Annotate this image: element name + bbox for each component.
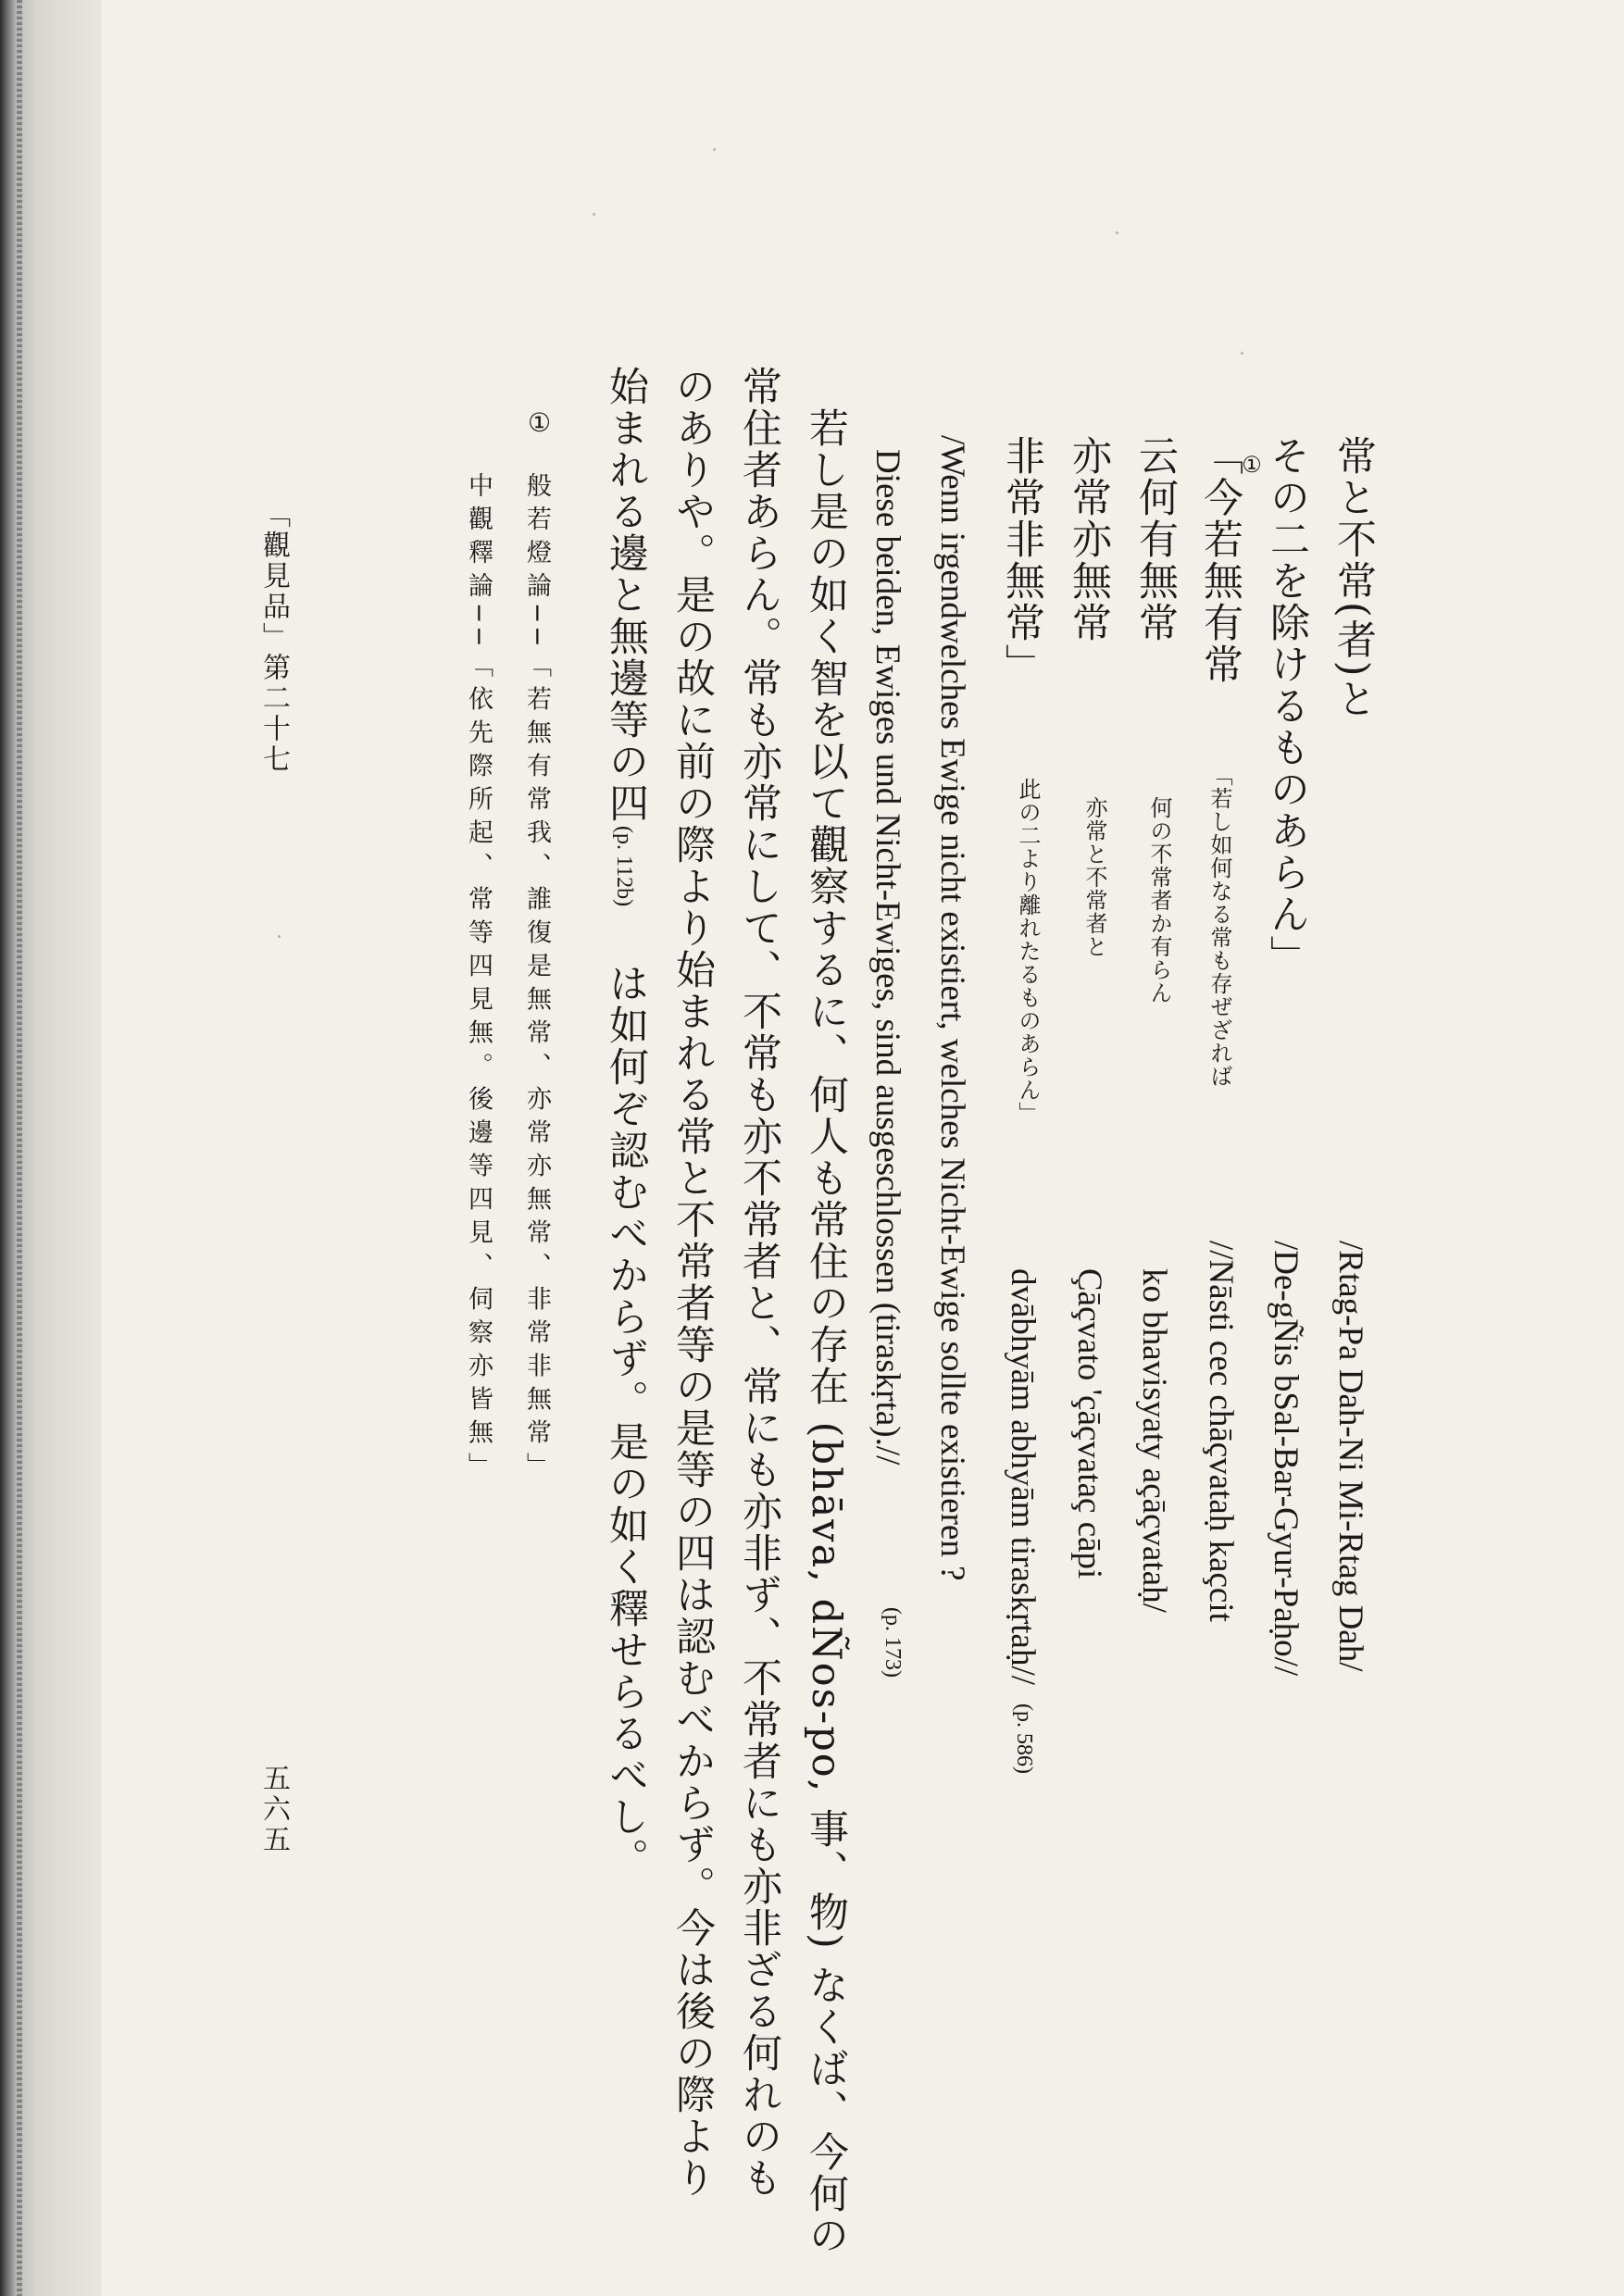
scan-speck [1241, 352, 1243, 355]
verse-line-2-jp: その二を除けるものあらん」 [1264, 435, 1310, 977]
verse-line-2-tibetan: /De-gÑis bSal-Bar-Gyur-Paḥo// [1267, 1241, 1305, 1677]
footnote-marker-1: ① [1239, 452, 1265, 478]
commentary-line-3: のありや。是の故に前の際より始まれる常と不常者等の是等の四は認むべからず。今は後の際より [669, 366, 716, 2199]
commentary-line-4a: 始まれる邊と無邊等の四 [603, 366, 649, 824]
verse-line-6-gloss: 此の二より離れたるものあらん」 [1015, 778, 1041, 1125]
verse-line-6-jp: 非常非無常」 [999, 435, 1045, 685]
commentary-line-2: 常住者あらん。常も亦常にして、不常も亦不常者と、常にも亦非ず、不常者にも亦非ざる何れのも [736, 366, 782, 2199]
verse-line-1-tibetan: /Rtag-Pa Dah-Ni Mi-Rtag Dah/ [1331, 1241, 1369, 1672]
chapter-title: 「觀見品」第二十七 [257, 500, 290, 775]
footnote-marker: ① [524, 407, 555, 438]
verse-line-3-jp: 「今若無有常 [1197, 435, 1243, 685]
verse-line-4-sanskrit: ko bhavisyaty açāçvataḥ/ [1135, 1268, 1173, 1613]
book-binding-gutter [0, 0, 102, 2296]
verse-line-4-jp: 云何有無常 [1132, 435, 1179, 643]
scan-speck [1116, 231, 1118, 234]
verse-line-5-sanskrit: Çāçvato 'çāçvataç cāpi [1070, 1268, 1108, 1579]
german-translation-2: Diese beiden, Ewiges und Nicht-Ewiges, sind ausgeschlossen (tiraskṛta).// [868, 449, 906, 1466]
footnote-line-1: 般若燈論──「若無有常我、誰復是無常、亦常亦無常、非常非無常」 [522, 472, 551, 1486]
commentary-line-1: 若し是の如く智を以て觀察するに、何人も常住の存在 (bhāva, dÑos-po, 事、物) なくば、今何の [803, 407, 849, 2257]
verse-line-3-sanskrit: //Nāsti cec chāçvataḥ kaçcit [1202, 1241, 1240, 1622]
verse-line-5-jp: 亦常亦無常 [1066, 435, 1112, 643]
verse-line-6-sanskrit: dvābhyām abhyām tiraskṛtaḥ// [1004, 1268, 1042, 1686]
verse-line-3-gloss: 「若し如何なる常も存ぜざれば [1206, 764, 1232, 1088]
verse-line-5-gloss: 亦常と不常者と [1081, 796, 1107, 958]
commentary-page-ref: (p. 112b) [612, 826, 636, 907]
scan-speck [713, 148, 716, 151]
scan-speck [278, 935, 281, 938]
page-number: 五六五 [257, 1764, 290, 1855]
verse-line-1-jp: 常と不常(者)と [1330, 435, 1377, 720]
german-translation-ref: (p. 173) [881, 1607, 905, 1678]
scan-speck [593, 213, 595, 216]
verse-line-4-gloss: 何の不常者か有らん [1146, 796, 1172, 1004]
commentary-line-4b: は如何ぞ認むべからず。是の如く釋せらるべし。 [603, 963, 649, 1879]
german-translation-1: /Wenn irgendwelches Ewige nicht existiert, welches Nicht-Ewige sollte existieren ? [933, 435, 971, 1581]
footnote-line-2: 中觀釋論──「依先際所起、常等四見無。後邊等四見、伺察亦皆無」 [464, 472, 493, 1486]
verse-line-6-ref: (p. 586) [1012, 1703, 1036, 1774]
